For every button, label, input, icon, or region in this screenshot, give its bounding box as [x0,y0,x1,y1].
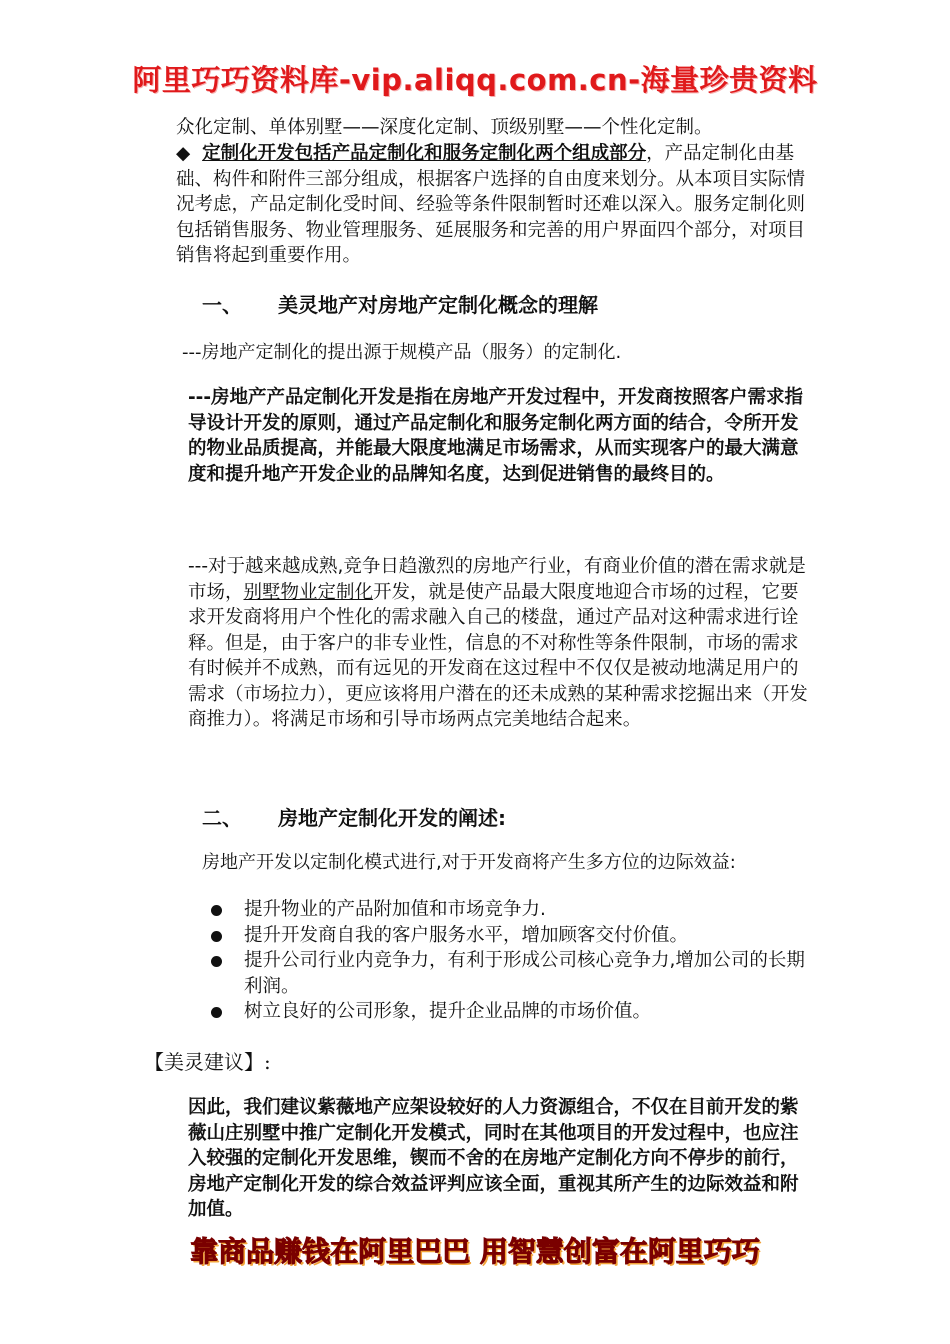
bullet-dot-icon [211,931,222,942]
list-item-text: 提升物业的产品附加值和市场竞争力. [244,899,546,920]
bullet-dot-icon [211,956,222,967]
section1-p3-a: ---对于越来越成熟,竞争日趋激烈的房地产行业，有商业价值的潜在需求就是市场， [188,556,806,603]
bullet-dot-icon [211,905,222,916]
list-item-text: 树立良好的公司形象，提升企业品牌的市场价值。 [244,1001,652,1022]
header-banner: 阿里巧巧资料库-vip.aliqq.com.cn-海量珍贵资料 [132,63,818,97]
section2-lead: 房地产开发以定制化模式进行,对于开发商将产生多方位的边际效益: [202,852,736,873]
suggestion-label: 【美灵建议】: [144,1050,271,1074]
section1-p3-b: 开发，就是使产品最大限度地迎合市场的过程，它要求开发商将用户个性化的需求融入自己的楼盘，通过产品对这种需求进行诠释。但是，由于客户的非专业性，信息的不对称性等条件限制，市场的需求有时候并不成熟，而有远见的开发商在这过程中不仅仅是被动地满足用户的需求（市场拉力），更应该将用户潜在的还未成熟的某种需求挖掘出来（开发商推力）。将满足市场和引导市场两点完美地结合起来。 [188,581,808,730]
section1-number: 一、 [202,293,242,317]
intro-paragraph [176,141,816,269]
list-item [208,999,818,1025]
section2-number: 二、 [202,806,242,830]
list-item [208,948,818,999]
section2-title: 房地产定制化开发的阐述: [278,806,506,830]
villa-customization-link[interactable]: 别墅物业定制化 [243,581,374,603]
list-item [208,897,818,923]
diamond-bullet-icon: ◆ [176,143,191,164]
section1-p2-prefix: ---房地产产品定制化开发 [188,387,397,408]
intro-bold-text: 定制化开发包括产品定制化和服务定制化两个组成部分 [202,143,647,164]
section1-title: 美灵地产对房地产定制化概念的理解 [278,293,598,317]
section1-paragraph-2 [188,385,813,487]
bullet-dot-icon [211,1007,222,1018]
list-item [208,923,818,949]
list-item-text: 提升公司行业内竞争力，有利于形成公司核心竞争力,增加公司的长期利润。 [244,950,805,997]
section1-p2-rest: 是指在房地产开发过程中，开发商按照客户需求指导设计开发的原则，通过产品定制化和服务定制化两方面的结合，令所开发的物业品质提高，并能最大限度地满足市场需求，从而实现客户的最大满意度和提升地产开发企业的品牌知名度，达到促进销售的最终目的。 [188,387,804,485]
benefit-list [208,897,818,1025]
intro-rest-text: ，产品定制化由基础、构件和附件三部分组成，根据客户选择的自由度来划分。从本项目实际情况考虑，产品定制化受时间、经验等条件限制暂时还难以深入。服务定制化则包括销售服务、物业管理服务、延展服务和完善的用户界面四个部分，对项目销售将起到重要作用。 [176,143,806,266]
section1-paragraph-3 [188,554,813,733]
footer-banner: 靠商品赚钱在阿里巴巴 用智慧创富在阿里巧巧 [190,1235,760,1268]
suggestion-paragraph: 因此，我们建议紫薇地产应架设较好的人力资源组合，不仅在目前开发的紫薇山庄别墅中推广定制化开发模式，同时在其他项目的开发过程中，也应注入较强的定制化开发思维，锲而不舍的在房地产定制化方向不停步的前行，房地产定制化开发的综合效益评判应该全面，重视其所产生的边际效益和附加值。 [188,1097,799,1220]
list-item-text: 提升开发商自我的客户服务水平，增加顾客交付价值。 [244,924,689,946]
intro-line: 众化定制、单体别墅——深度化定制、顶级别墅——个性化定制。 [176,117,713,138]
section1-paragraph-1: ---房地产定制化的提出源于规模产品（服务）的定制化. [182,342,622,363]
